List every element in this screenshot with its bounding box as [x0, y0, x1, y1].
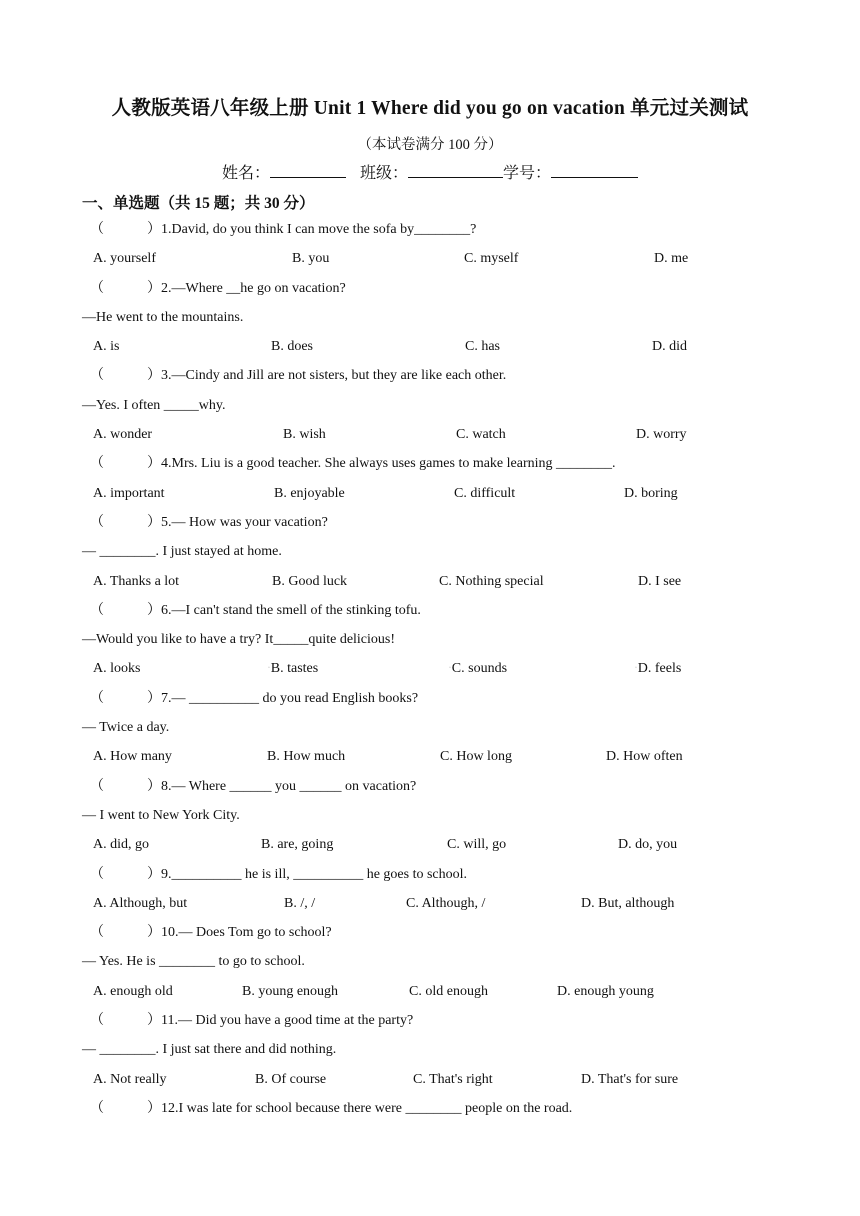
question-text: 3.—Cindy and Jill are not sisters, but they are like each other.: [161, 368, 507, 384]
answer-paren-open[interactable]: （: [90, 456, 104, 472]
option-text: B. tastes: [270, 661, 319, 677]
option-text: A. How many: [93, 749, 172, 765]
id-blank[interactable]: [551, 162, 638, 178]
name-label: 姓名：: [221, 165, 270, 182]
answer-option[interactable]: [93, 479, 165, 508]
option-text: C. watch: [456, 427, 506, 443]
exam-title: 人教版英语八年级上册 Unit 1 Where did you go on vacation 单元过关测试: [111, 98, 749, 119]
question-stem: [0, 596, 860, 625]
answer-paren-open[interactable]: （: [90, 1100, 104, 1116]
answer-paren-close: ）: [147, 368, 161, 384]
question-text: 4.Mrs. Liu is a good teacher. She always uses games to make learning ________.: [161, 456, 616, 472]
answer-option[interactable]: [284, 889, 315, 918]
options-row: [0, 567, 860, 596]
answer-paren-close: ）: [147, 1013, 161, 1029]
options-row: [0, 889, 860, 918]
section-title: 一、单选题（共 15 题；共 30 分）: [82, 195, 315, 212]
answer-paren-close: ）: [147, 690, 161, 706]
option-text: C. That's right: [413, 1071, 493, 1087]
question-stem: [0, 684, 860, 713]
answer-option[interactable]: [624, 479, 678, 508]
option-text: D. me: [654, 251, 689, 267]
question-text: 11.— Did you have a good time at the party?: [161, 1013, 414, 1029]
option-text: D. worry: [636, 427, 687, 443]
answer-option[interactable]: [447, 830, 506, 859]
option-text: B. How much: [267, 749, 346, 765]
question-text: 9.__________ he is ill, __________ he goes to school.: [161, 866, 468, 882]
answer-option[interactable]: [456, 420, 506, 449]
option-text: A. did, go: [93, 837, 149, 853]
answer-option[interactable]: [93, 1065, 166, 1094]
options-row: [0, 332, 860, 361]
option-text: A. looks: [93, 661, 141, 677]
answer-paren-close: ）: [147, 866, 161, 882]
exam-subtitle: （本试卷满分 100 分）: [357, 137, 503, 153]
option-text: B. are, going: [261, 837, 334, 853]
question-text: 6.—I can't stand the smell of the stinking tofu.: [161, 602, 421, 618]
question-stem: [0, 1006, 860, 1035]
dialogue-line: —Yes. I often _____why.: [82, 397, 226, 413]
answer-option[interactable]: [283, 420, 326, 449]
answer-option[interactable]: [581, 1065, 678, 1094]
options-row: [0, 420, 860, 449]
answer-option[interactable]: [440, 742, 512, 771]
options-row: [0, 977, 860, 1006]
answer-option[interactable]: [242, 977, 338, 1006]
dialogue-line: — I went to New York City.: [82, 807, 240, 823]
question-stem: [0, 215, 860, 244]
question-text: 5.— How was your vacation?: [161, 514, 328, 530]
option-text: D. boring: [624, 485, 678, 501]
answer-option[interactable]: [636, 420, 687, 449]
question-stem: [0, 361, 860, 390]
option-text: A. wonder: [93, 427, 153, 443]
answer-paren-open[interactable]: （: [90, 368, 104, 384]
answer-paren-close: ）: [147, 778, 161, 794]
option-text: A. yourself: [93, 251, 156, 267]
dialogue-line: — ________. I just stayed at home.: [82, 544, 282, 560]
answer-option[interactable]: [654, 244, 688, 273]
answer-paren-close: ）: [147, 602, 161, 618]
option-text: D. feels: [637, 661, 682, 677]
answer-option[interactable]: [267, 742, 345, 771]
question-text: 8.— Where ______ you ______ on vacation?: [161, 778, 417, 794]
answer-option[interactable]: [465, 332, 500, 361]
question-stem: [0, 508, 860, 537]
answer-paren-close: ）: [147, 222, 161, 237]
answer-option[interactable]: [93, 420, 152, 449]
option-text: D. How often: [606, 749, 683, 765]
option-text: C. will, go: [447, 837, 507, 853]
answer-option[interactable]: [93, 830, 149, 859]
question-text: 12.I was late for school because there were ________ people on the road.: [161, 1100, 573, 1116]
class-label: 班级：: [359, 165, 408, 182]
question-stem: [0, 860, 860, 889]
answer-paren-open[interactable]: （: [90, 602, 104, 618]
option-text: C. Nothing special: [439, 573, 544, 589]
class-blank[interactable]: [408, 162, 503, 178]
answer-paren-open[interactable]: （: [90, 925, 104, 941]
answer-option[interactable]: [292, 244, 329, 273]
answer-option[interactable]: [268, 654, 318, 683]
answer-paren-open[interactable]: （: [90, 222, 104, 237]
question-text: 2.—Where __he go on vacation?: [161, 280, 346, 296]
option-text: C. has: [465, 339, 500, 355]
answer-option[interactable]: [638, 567, 681, 596]
answer-paren-close: ）: [147, 280, 161, 296]
answer-option[interactable]: [635, 654, 681, 683]
answer-option[interactable]: [557, 977, 654, 1006]
dialogue-line: —Would you like to have a try? It_____quite delicious!: [82, 632, 396, 648]
question-stem: [0, 1094, 860, 1123]
answer-option[interactable]: [413, 1065, 493, 1094]
answer-option[interactable]: [93, 889, 187, 918]
answer-option[interactable]: [93, 567, 179, 596]
answer-paren-close: ）: [147, 1100, 161, 1116]
dialogue-line: — Twice a day.: [82, 720, 170, 736]
answer-option[interactable]: [93, 654, 140, 683]
dialogue-line: — ________. I just sat there and did nothing.: [82, 1042, 337, 1058]
option-text: B. /, /: [284, 895, 316, 911]
question-list: [0, 215, 860, 1123]
option-text: D. do, you: [618, 837, 678, 853]
option-text: B. wish: [283, 427, 326, 443]
option-text: B. you: [292, 251, 330, 267]
answer-option[interactable]: [93, 742, 172, 771]
option-text: D. But, although: [581, 895, 675, 911]
option-text: C. How long: [440, 749, 512, 765]
option-text: A. Although, but: [93, 895, 188, 911]
options-row: [0, 479, 860, 508]
answer-option[interactable]: [464, 244, 518, 273]
option-text: C. difficult: [454, 485, 516, 501]
option-text: D. I see: [638, 573, 682, 589]
answer-option[interactable]: [255, 1065, 326, 1094]
option-text: B. young enough: [242, 983, 339, 999]
options-row: [0, 244, 860, 273]
answer-paren-open[interactable]: （: [90, 866, 104, 882]
answer-option[interactable]: [454, 479, 515, 508]
answer-option[interactable]: [93, 332, 119, 361]
question-text: 7.— __________ do you read English books?: [161, 690, 419, 706]
answer-option[interactable]: [606, 742, 683, 771]
question-stem: [0, 772, 860, 801]
dialogue-line: —He went to the mountains.: [82, 309, 244, 325]
answer-option[interactable]: [409, 977, 488, 1006]
option-text: C. old enough: [409, 983, 488, 999]
answer-option[interactable]: [271, 332, 313, 361]
options-row: [0, 1065, 860, 1094]
answer-paren-open[interactable]: （: [90, 1013, 104, 1029]
answer-option[interactable]: [406, 889, 485, 918]
answer-paren-close: ）: [147, 514, 161, 530]
answer-paren-open[interactable]: （: [90, 690, 104, 706]
question-text: 1.David, do you think I can move the sofa by________?: [161, 222, 477, 237]
option-text: C. sounds: [451, 661, 508, 677]
option-text: C. Although, /: [406, 895, 486, 911]
option-text: A. Thanks a lot: [93, 573, 180, 589]
option-text: B. does: [271, 339, 313, 355]
marker-dot: ▫: [268, 666, 270, 672]
answer-option[interactable]: [618, 830, 677, 859]
option-text: D. did: [652, 339, 687, 355]
marker-dot: ▫: [635, 666, 637, 672]
question-stem: [0, 918, 860, 947]
question-stem: [0, 274, 860, 303]
question-stem: [0, 449, 860, 478]
options-row: [0, 742, 860, 771]
option-text: A. enough old: [93, 983, 173, 999]
option-text: A. is: [93, 339, 120, 355]
marker-dot: ▫: [449, 666, 451, 672]
answer-option[interactable]: [581, 889, 674, 918]
answer-paren-close: ）: [147, 925, 161, 941]
name-blank[interactable]: [270, 162, 346, 178]
options-row: [0, 654, 860, 683]
answer-paren-open[interactable]: （: [90, 514, 104, 530]
options-row: [0, 830, 860, 859]
answer-option[interactable]: [93, 977, 173, 1006]
answer-option[interactable]: [449, 654, 507, 683]
answer-option[interactable]: [652, 332, 687, 361]
option-text: B. Of course: [255, 1071, 327, 1087]
option-text: C. myself: [464, 251, 519, 267]
answer-option[interactable]: [261, 830, 333, 859]
option-text: A. Not really: [93, 1071, 167, 1087]
option-text: A. important: [93, 485, 165, 501]
answer-option[interactable]: [272, 567, 347, 596]
answer-option[interactable]: [274, 479, 345, 508]
student-info-row: [0, 160, 860, 183]
answer-paren-close: ）: [147, 456, 161, 472]
id-label: 学号：: [503, 165, 552, 182]
answer-option[interactable]: [93, 244, 156, 273]
question-text: 10.— Does Tom go to school?: [161, 925, 332, 941]
dialogue-line: — Yes. He is ________ to go to school.: [82, 954, 305, 970]
answer-paren-open[interactable]: （: [90, 280, 104, 296]
answer-paren-open[interactable]: （: [90, 778, 104, 794]
option-text: D. That's for sure: [581, 1071, 679, 1087]
option-text: B. enjoyable: [274, 485, 345, 501]
answer-option[interactable]: [439, 567, 544, 596]
option-text: D. enough young: [557, 983, 654, 999]
option-text: B. Good luck: [272, 573, 348, 589]
